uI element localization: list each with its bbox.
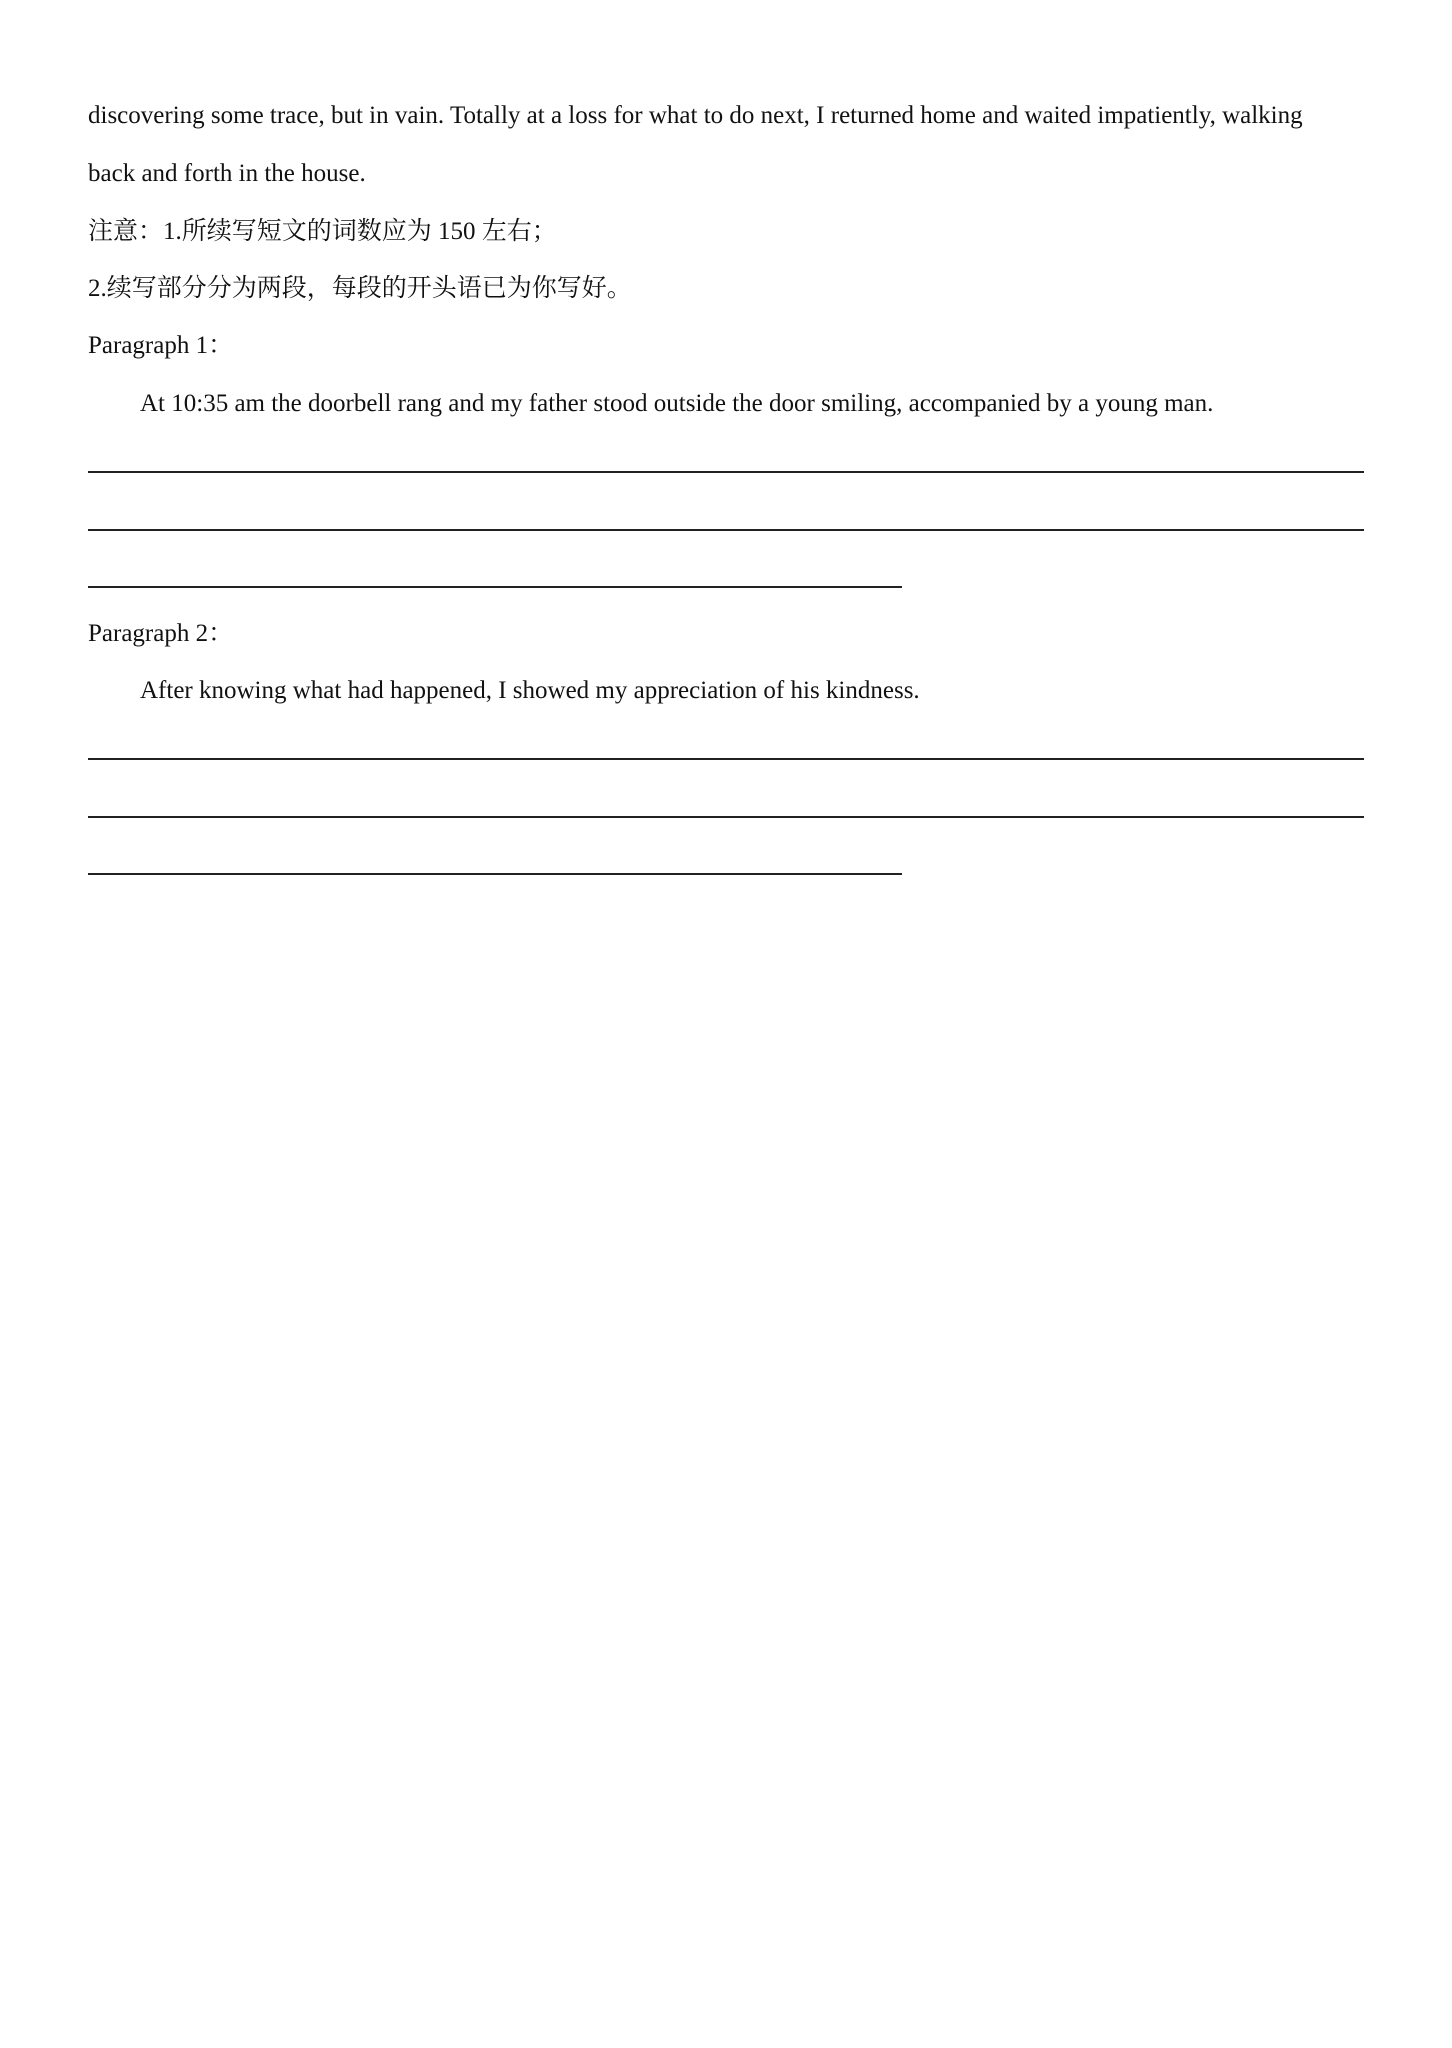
paragraph-2-writing-line-3[interactable]: [88, 873, 902, 875]
paragraph-1-label: Paragraph 1：: [88, 332, 234, 359]
paragraph-1-writing-line-1[interactable]: [88, 471, 1364, 473]
paragraph-2-writing-line-1[interactable]: [88, 758, 1364, 760]
note-word-count: 注意：1.所续写短文的词数应为 150 左右；: [88, 218, 557, 245]
passage-line-2: back and forth in the house.: [88, 160, 366, 187]
paragraph-1-writing-line-3[interactable]: [88, 586, 902, 588]
paragraph-2-opening: After knowing what had happened, I showed my appreciation of his kindness.: [140, 677, 920, 704]
passage-line-1: discovering some trace, but in vain. Totally at a loss for what to do next, I returned home and waited impatiently, walking: [88, 102, 1303, 129]
paragraph-2-label: Paragraph 2：: [88, 620, 234, 647]
note-paragraph-structure: 2.续写部分分为两段，每段的开头语已为你写好。: [88, 275, 632, 302]
paragraph-2-writing-line-2[interactable]: [88, 816, 1364, 818]
paragraph-1-writing-line-2[interactable]: [88, 529, 1364, 531]
paragraph-1-opening: At 10:35 am the doorbell rang and my father stood outside the door smiling, accompanied by a young man.: [140, 390, 1214, 417]
